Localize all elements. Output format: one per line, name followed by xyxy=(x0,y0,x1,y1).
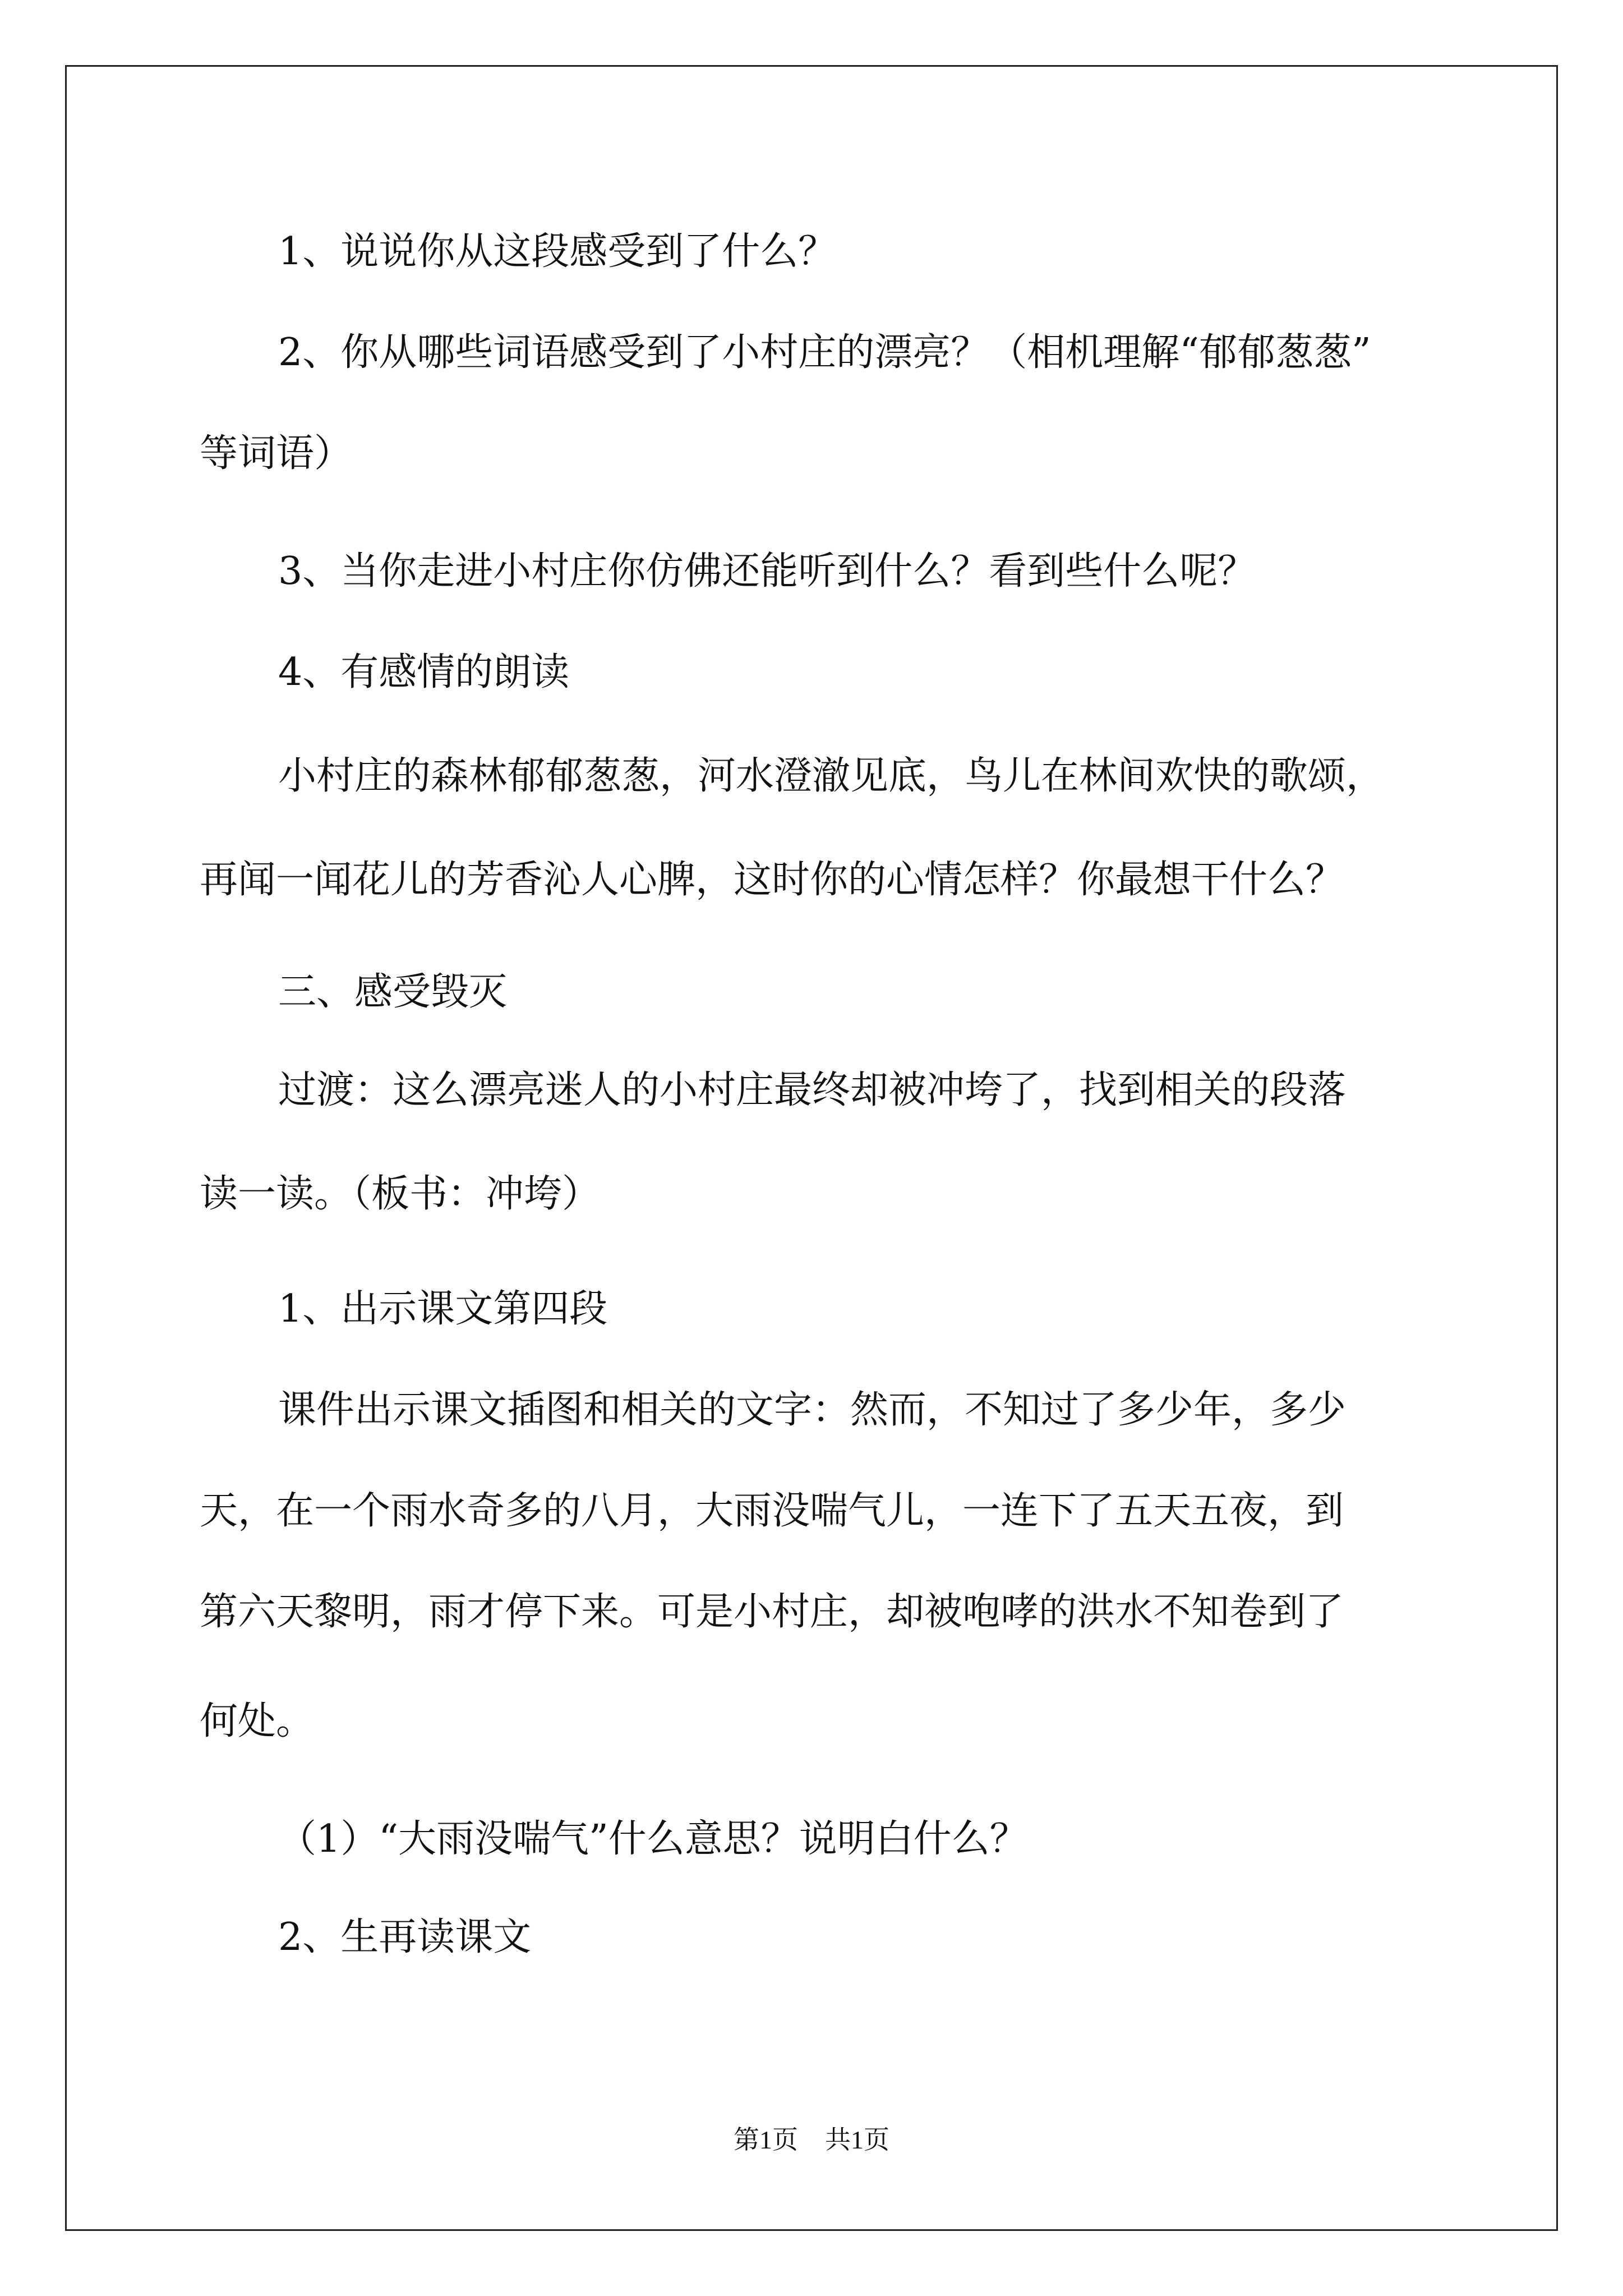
page-border xyxy=(65,65,1558,2231)
text-line: 2、生再读课文 xyxy=(278,1915,532,1959)
text-line: 天，在一个雨水奇多的八月，大雨没喘气儿，一连下了五天五夜，到 xyxy=(200,1489,1344,1533)
text-line: 第六天黎明，雨才停下来。可是小村庄，却被咆哮的洪水不知卷到了 xyxy=(200,1590,1344,1634)
text-line: 3、当你走进小村庄你仿佛还能听到什么？看到些什么呢？ xyxy=(278,549,1256,593)
text-line: 小村庄的森林郁郁葱葱，河水澄澈见底，鸟儿在林间欢快的歌颂， xyxy=(278,754,1385,798)
text-line: 课件出示课文插图和相关的文字：然而，不知过了多少年，多少 xyxy=(278,1388,1347,1432)
text-line: 2、你从哪些词语感受到了小村庄的漂亮？（相机理解“郁郁葱葱” xyxy=(278,330,1371,375)
text-line: 三、感受毁灭 xyxy=(278,970,508,1014)
page-total: 共1页 xyxy=(825,2125,889,2154)
text-line: 何处。 xyxy=(200,1699,315,1743)
text-line: 读一读。（板书：冲垮） xyxy=(200,1172,601,1216)
text-line: 再闻一闻花儿的芳香沁人心脾，这时你的心情怎样？你最想干什么？ xyxy=(200,858,1344,902)
text-line: （1）“大雨没喘气”什么意思？说明白什么？ xyxy=(278,1817,1028,1861)
text-line: 1、说说你从这段感受到了什么？ xyxy=(278,229,837,274)
text-line: 1、出示课文第四段 xyxy=(278,1287,608,1331)
text-line: 4、有感情的朗读 xyxy=(278,650,570,694)
page-number: 第1页 xyxy=(734,2125,798,2154)
text-line: 等词语） xyxy=(200,431,353,476)
page-footer xyxy=(0,2119,1623,2156)
text-line: 过渡：这么漂亮迷人的小村庄最终却被冲垮了，找到相关的段落 xyxy=(278,1068,1347,1112)
